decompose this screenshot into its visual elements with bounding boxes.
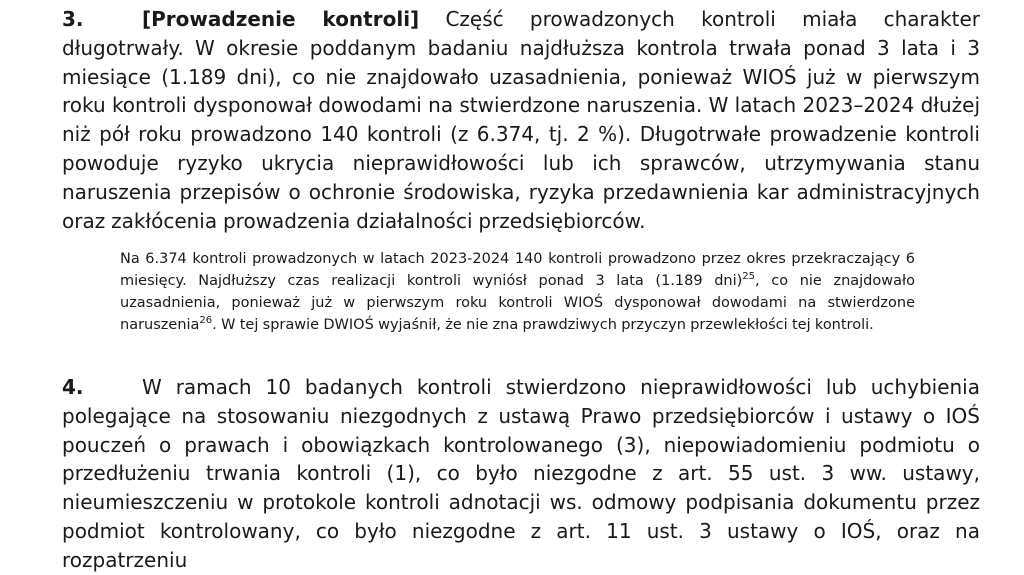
section-4-number: 4. — [62, 375, 84, 399]
footnote-ref-25: 25 — [742, 271, 756, 282]
quote-text-part-2: , co nie znajdowało uzasadnienia, ponieważ już w pierwszym roku kontroli WIOŚ dysponował dowodami na stwierdzone naruszenia — [120, 273, 915, 333]
quote-text-part-1: Na 6.374 kontroli prowadzonych w latach 2023-2024 140 kontroli prowadzono przez okres przekraczający 6 miesięcy. Najdłuższy czas realizacji kontroli wyniósł ponad 3 lata (1.189 dni) — [120, 251, 915, 289]
section-4-body: W ramach 10 badanych kontroli stwierdzono nieprawidłowości lub uchybienia polegające na stosowaniu niezgodnych z ustawą Prawo przedsiębiorców i ustawy o IOŚ pouczeń o prawach i obowiązkach kontrolowanego (3), niepowiadomieniu podmiotu o przedłużeniu trwania kontroli (1), co było niezgodne z art. 55 ust. 3 ww. ustawy, nieumieszczeniu w protokole kontroli adnotacji ws. odmowy podpisania dokumentu przez podmiot kontrolowany, co było niezgodne z art. 11 ust. 3 ustawy o IOŚ, oraz na rozpatrzeniu — [62, 375, 980, 572]
footnote-ref-26: 26 — [199, 315, 213, 326]
indented-finding-text — [120, 248, 915, 336]
quote-text-part-3: . W tej sprawie DWIOŚ wyjaśnił, że nie zna prawdziwych przyczyn przewlekłości tej kontroli. — [212, 317, 874, 333]
section-3-heading: [Prowadzenie kontroli] — [142, 7, 420, 31]
section-3-paragraph — [62, 5, 980, 235]
section-3-body: Część prowadzonych kontroli miała charakter długotrwały. W okresie poddanym badaniu najdłuższa kontrola trwała ponad 3 lata i 3 miesiące (1.189 dni), co nie znajdowało uzasadnienia, ponieważ WIOŚ już w pierwszym roku kontroli dysponował dowodami na stwierdzone naruszenia. W latach 2023–2024 dłużej niż pół roku prowadzono 140 kontroli (z 6.374, tj. 2 %). Długotrwałe prowadzenie kontroli powoduje ryzyko ukrycia nieprawidłowości lub ich sprawców, utrzymywania stanu naruszenia przepisów o ochronie środowiska, ryzyka przedawnienia kar administracyjnych oraz zakłócenia prowadzenia działalności przedsiębiorców. — [62, 7, 980, 233]
section-3-number: 3. — [62, 7, 84, 31]
section-4-paragraph — [62, 373, 980, 575]
